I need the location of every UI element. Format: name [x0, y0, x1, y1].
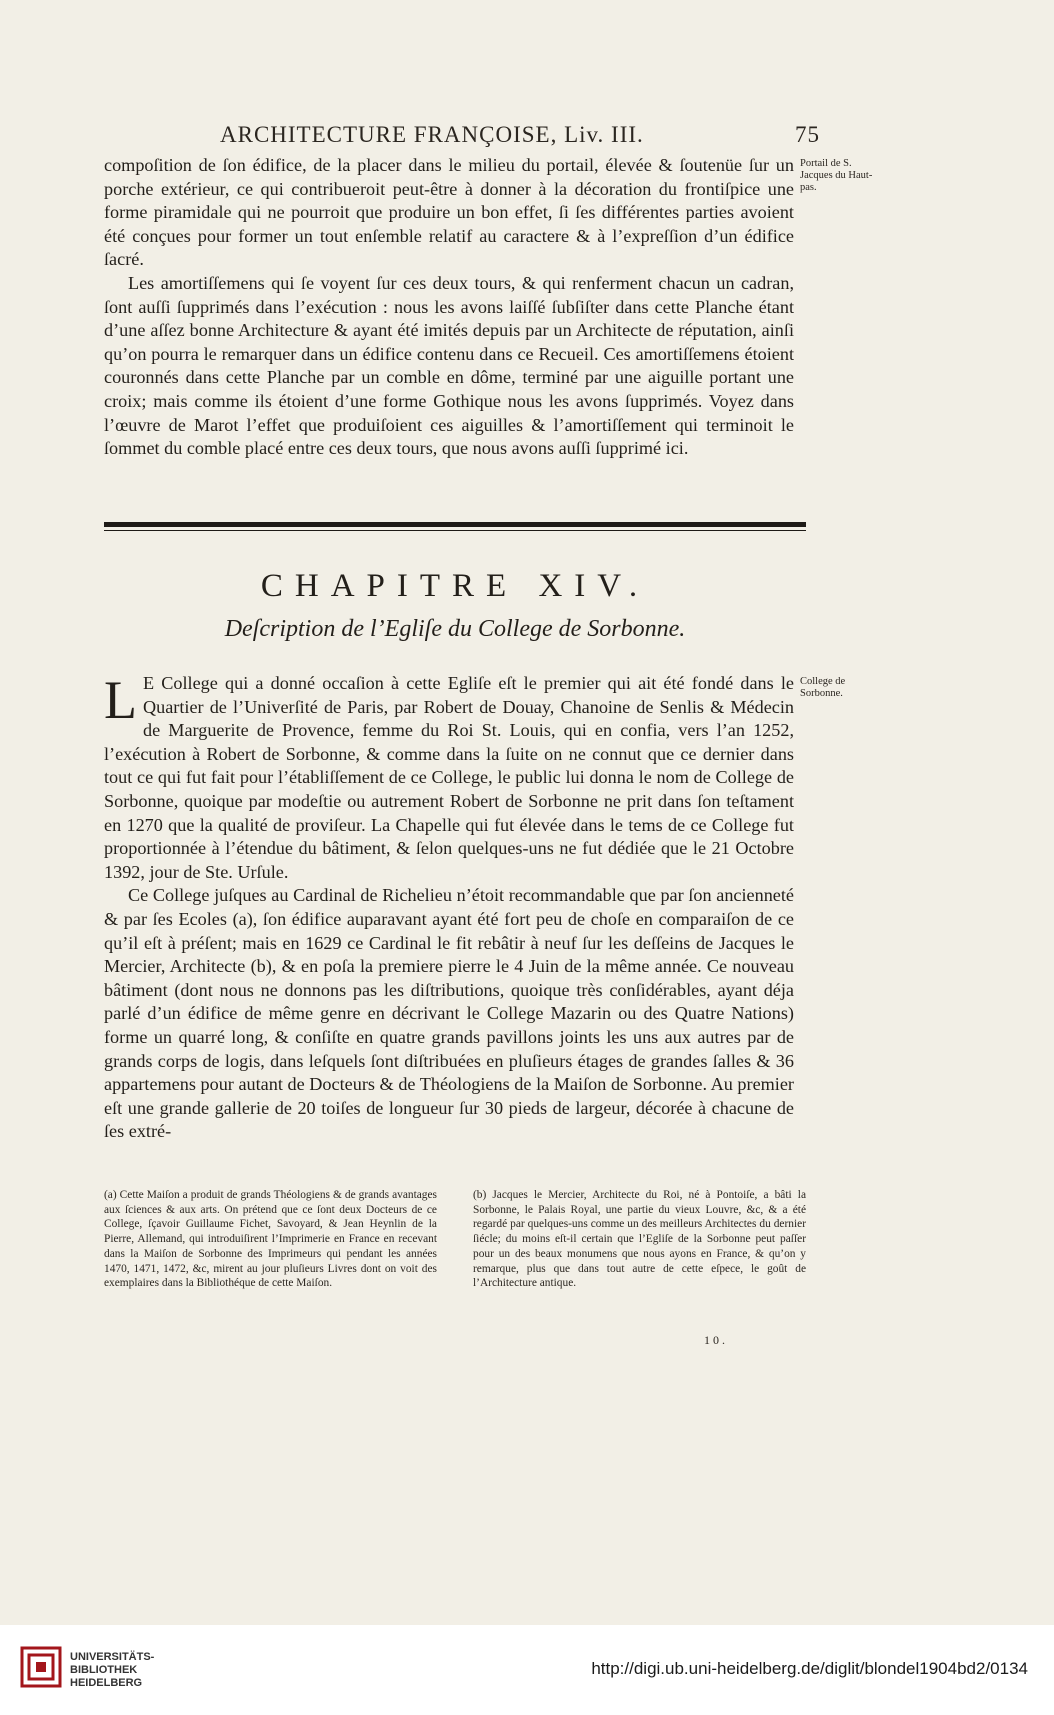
text-block-body	[104, 672, 794, 1144]
library-name-line: UNIVERSITÄTS-	[70, 1651, 155, 1663]
margin-note-college: College de Sorbonne.	[800, 676, 846, 699]
chapter-subtitle: Deſcription de l’Egliſe du College de Sorbonne.	[224, 616, 686, 642]
library-name-line: BIBLIOTHEK	[70, 1664, 138, 1676]
paragraph-text: E College qui a donné occaſion à cette Egliſe eſt le premier qui ait été fondé dans le Quartier de l’Univerſité de Paris, par Robert de Douay, Chanoine de Senlis & Médecin de Marguerite de Provence, femme du Roi St. Louis, qui en confia, vers l’an 1252, l’exécution à Robert de Sorbonne, & comme dans la ſuite on ne connut que ce dernier dans tout ce qui fut fait pour l’établiſſement de ce College, le public lui donna le nom de College de Sorbonne, quoique par modeſtie ou autrement Robert de Sorbonne ne prit dans ſon teſtament en 1270 que la qualité de proviſeur. La Chapelle qui fut élevée dans le tems de ce College fut proportionnée à l’étendue du bâtiment, & ſelon quelques-uns ne fut dédiée que le 21 Octobre 1392, jour de Ste. Urſule.	[104, 673, 794, 882]
library-name[interactable]	[70, 1651, 154, 1690]
library-name-line: HEIDELBERG	[70, 1677, 143, 1689]
source-url-link[interactable]: http://digi.ub.uni-heidelberg.de/diglit/blondel1904bd2/0134	[591, 1659, 1028, 1678]
paragraph: Les amortiſſemens qui ſe voyent ſur ces deux tours, & qui renferment chacun un cadran, ſont auſſi ſupprimés dans l’exécution : nous les avons laiſſé ſubſiſter dans cette Planche étant d’une aſſez bonne Architecture & ayant été imités depuis par un Architecte de réputation, ainſi qu’on pourra le remarquer dans un édifice contenu dans ce Recueil. Ces amortiſſemens étoient couronnés dans cette Planche par un comble en dôme, terminé par une aiguille portant une croix; mais comme ils étoient d’une forme Gothique nous les avons ſupprimés. Voyez dans l’œuvre de Marot l’effet que produiſoient ces aiguilles & l’amortiſſement qui terminoit le ſommet du comble placé entre ces deux tours, que nous avons auſſi ſupprimé ici.	[104, 272, 794, 459]
page-number: 75	[795, 122, 820, 147]
ub-heidelberg-logo-icon[interactable]	[20, 1646, 62, 1688]
section-rule	[104, 522, 806, 527]
chapter-title: CHAPITRE XIV.	[260, 568, 650, 604]
margin-note-portail: Portail de S. Jacques du Haut-pas.	[800, 158, 873, 193]
signature-mark: 10.	[704, 1333, 728, 1347]
running-head-title: ARCHITECTURE FRANÇOISE, Liv. III.	[220, 122, 644, 147]
section-rule-thin	[104, 530, 806, 531]
running-head	[220, 122, 820, 148]
paragraph	[104, 672, 794, 884]
drop-cap: L	[104, 670, 137, 730]
footnote-b: (b) Jacques le Mercier, Architecte du Roi, né à Pontoiſe, a bâti la Sorbonne, le Palais Royal, une partie du vieux Louvre, &c, & a été regardé par quelques-uns comme un des meilleurs Architectes du dernier ſiécle; du moins eſt-il certain que l’Egliſe de la Sorbonne peut paſſer pour un des beaux monumens que nous ayons en France, & qu’on y remarque, plus que dans tout autre de cette eſpece, le goût de l’Architecture antique.	[473, 1189, 806, 1290]
paragraph: Ce College juſques au Cardinal de Richelieu n’étoit recommandable que par ſon ancienneté & par ſes Ecoles (a), ſon édifice auparavant ayant été fort peu de choſe en comparaiſon de ce qu’il eſt à préſent; mais en 1629 ce Cardinal le fit rebâtir à neuf ſur les deſſeins de Jacques le Mercier, Architecte (b), & en poſa la premiere pierre le 4 Juin de la même année. Ce nouveau bâtiment (dont nous ne donnons pas les diſtributions, quoique très conſidérables, ayant déja parlé d’un édifice de même genre en décrivant le College Mazarin ou des Quatre Nations) forme un quarré long, & conſiſte en quatre grands pavillons joints les uns aux autres par de grands corps de logis, dans leſquels ſont diſtribuées en pluſieurs étages de grandes ſalles & 36 appartemens pour autant de Docteurs & de Théologiens de la Maiſon de Sorbonne. Au premier eſt une grande gallerie de 20 toiſes de longueur ſur 30 pieds de largeur, décorée à chacune de ſes extré-	[104, 885, 794, 1142]
footnote-a: (a) Cette Maiſon a produit de grands Théologiens & de grands avantages aux ſciences & aux arts. On prétend que ce ſont deux Docteurs de ce College, ſçavoir Guillaume Fichet, Savoyard, & Jean Heynlin de la Pierre, Allemand, qui introduiſirent l’Imprimerie en France en recevant dans la Maiſon de Sorbonne des Imprimeurs qui pendant les années 1470, 1471, 1472, &c, mirent au jour pluſieurs Livres dont on voit des exemplaires dans la Bibliothéque de cette Maiſon.	[104, 1189, 437, 1290]
text-block-top	[104, 154, 794, 461]
paragraph: compoſition de ſon édifice, de la placer dans le milieu du portail, élevée & ſoutenüe ſur un porche extérieur, ce qui contribueroit peut-être à donner à la décoration du frontiſpice une forme piramidale qui ne pourroit que produire un bon effet, ſi ſes différentes parties avoient été conçues pour former un tout enſemble relatif au caractere & à l’expreſſion d’un édifice ſacré.	[104, 155, 794, 270]
